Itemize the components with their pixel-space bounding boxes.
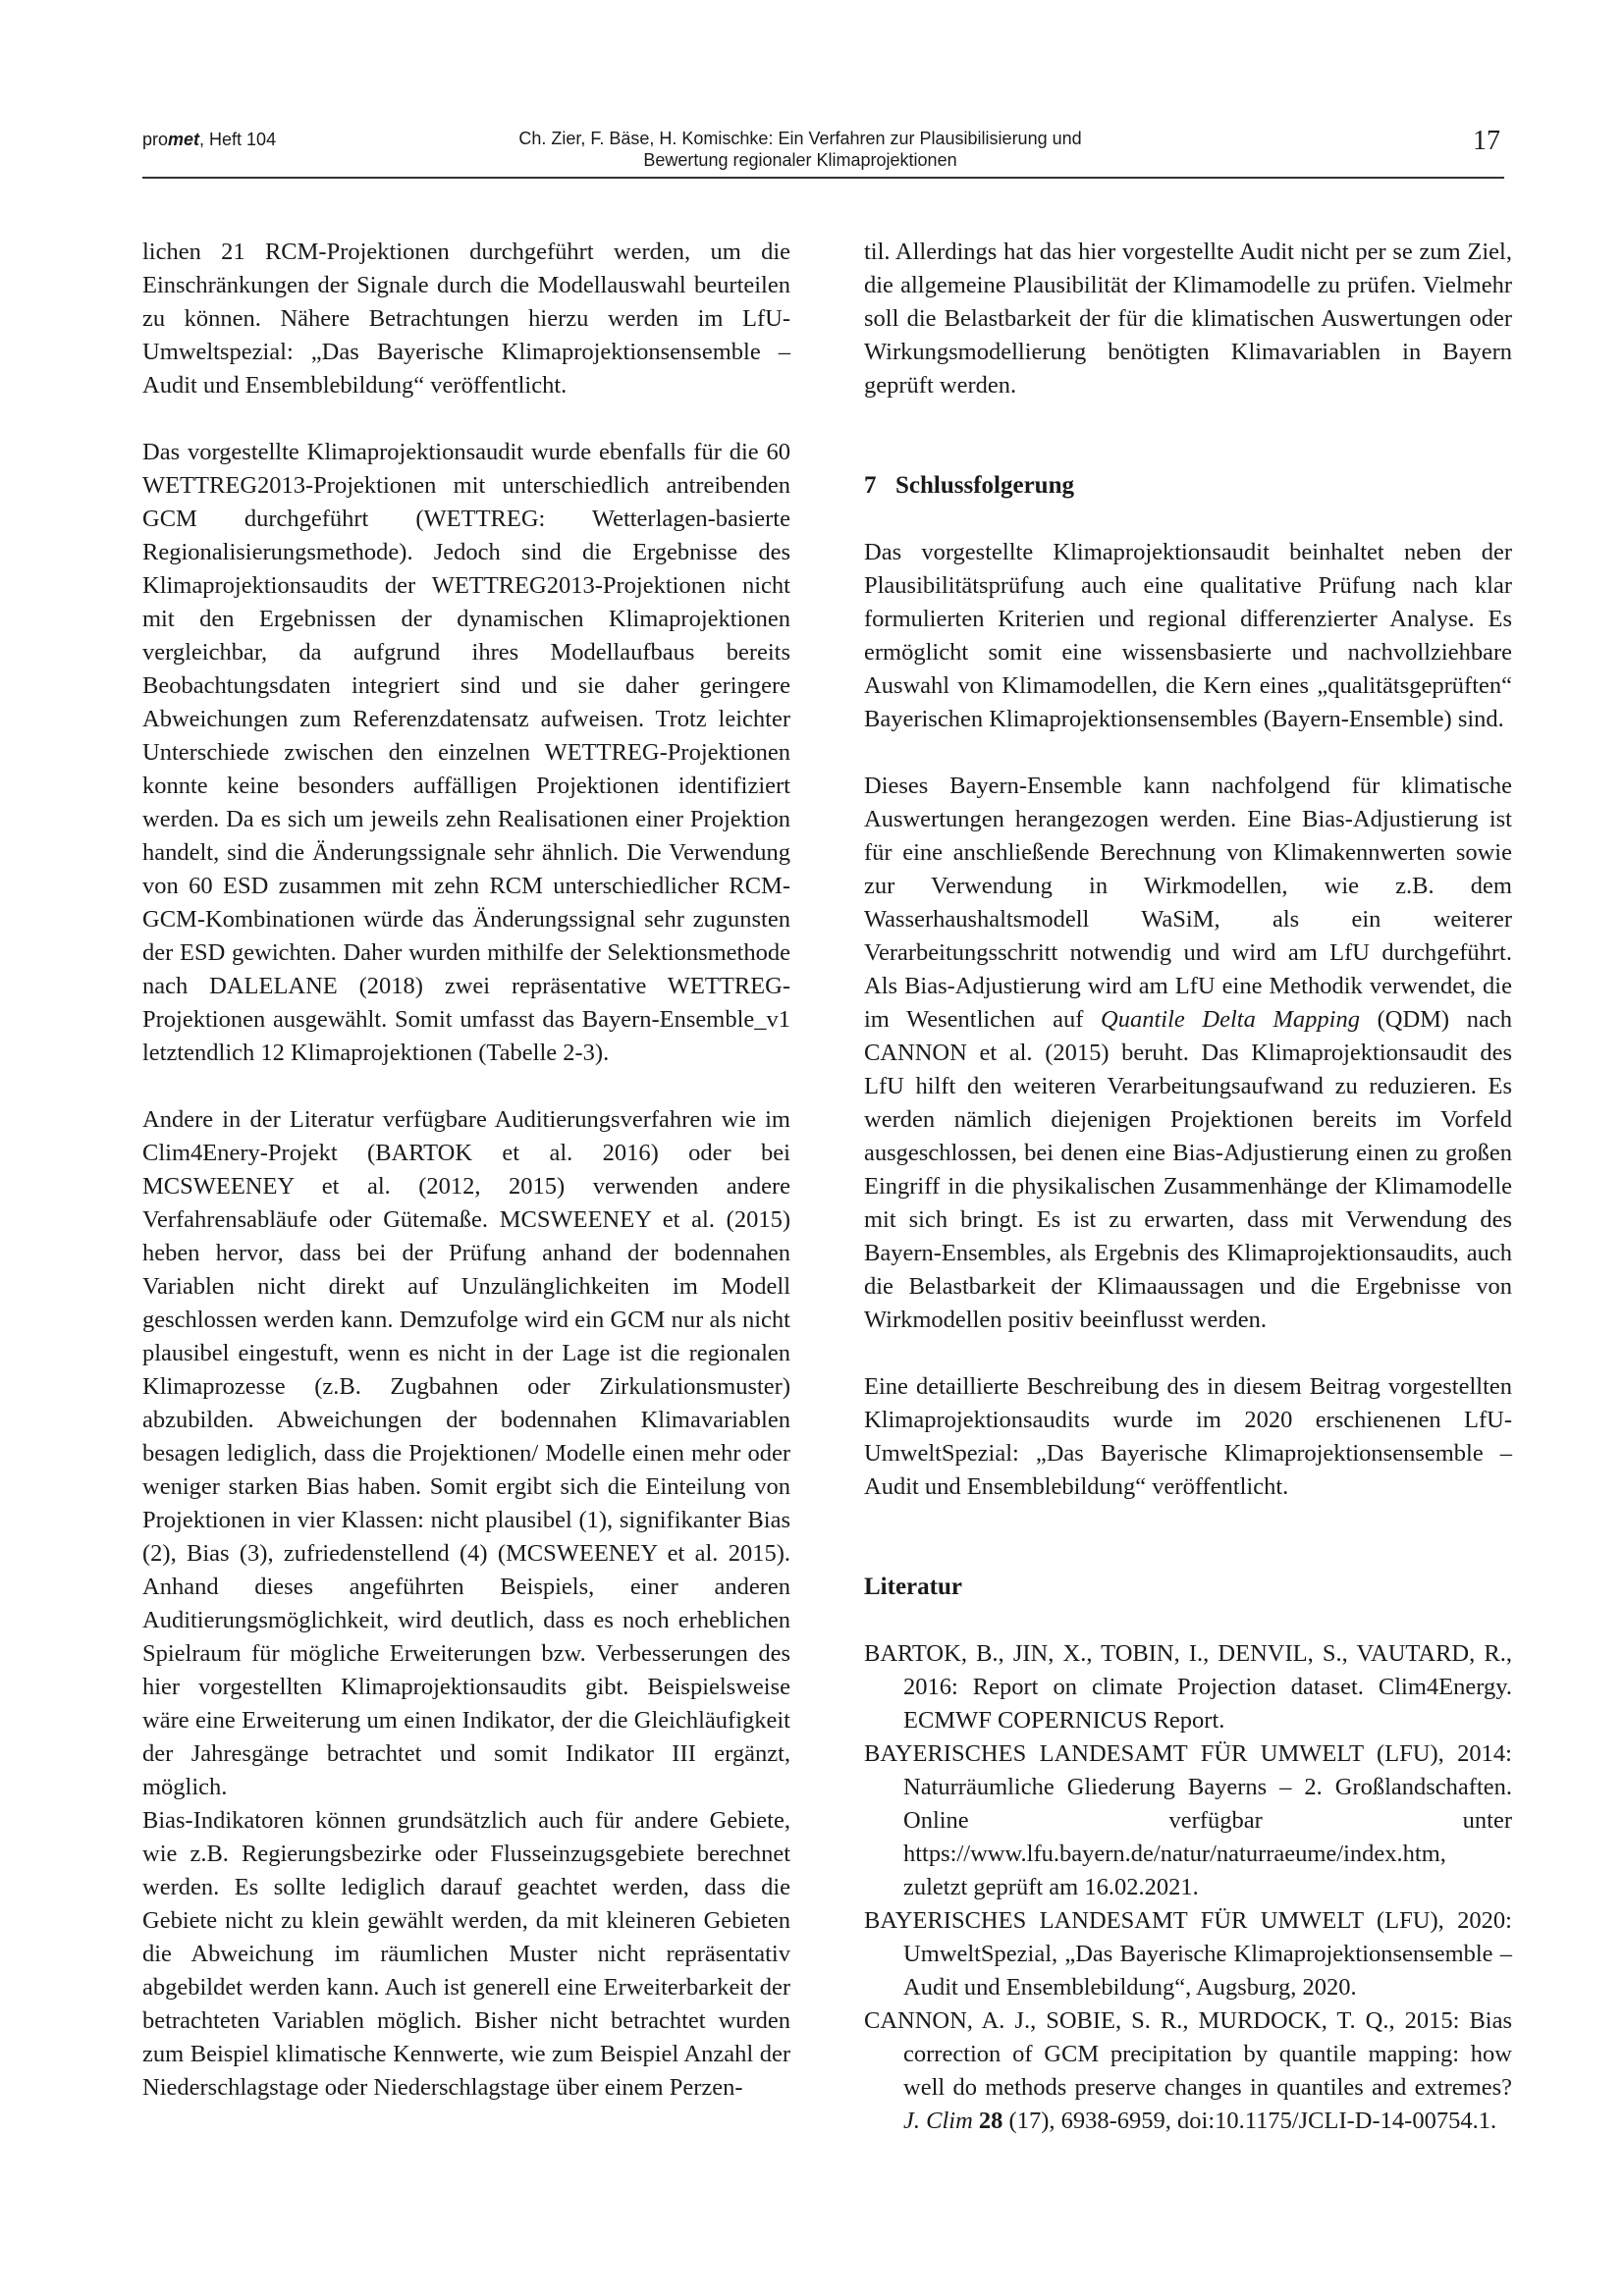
reference-list	[864, 1637, 1512, 2138]
paragraph: Das vorgestellte Klimaprojektionsaudit beinhaltet neben der Plausibilitätsprüfung auch eine qualitative Prüfung nach klar formulierten Kriterien und regional differenzierter Analyse. Es ermöglicht somit eine wissensbasierte und nachvollziehbare Auswahl von Klimamodellen, die Kern eines „qualitätsgeprüften“ Bayerischen Klimaprojektionsensembles (Bayern-Ensemble) sind.	[864, 539, 1512, 732]
journal-met: met	[168, 130, 200, 149]
paragraph: til. Allerdings hat das hier vorgestellte Audit nicht per se zum Ziel, die allgemeine Plausibilität der Klimamodelle zu prüfen. Vielmehr soll die Belastbarkeit der für die klimatischen Auswertungen oder Wirkungsmodellierung benötigten Klimavariablen in Bayern geprüft werden.	[864, 239, 1512, 399]
running-title	[417, 128, 1183, 171]
reference-item: BAYERISCHES LANDESAMT FÜR UMWELT (LFU), 2020: UmweltSpezial, „Das Bayerische Klimaprojektionsensemble – Audit und Ensemblebildung“, Augsburg, 2020.	[864, 1907, 1512, 2001]
page-header	[142, 126, 1504, 179]
running-title-line2: Bewertung regionaler Klimaprojektionen	[643, 150, 957, 170]
journal-title: J. Clim	[903, 2108, 973, 2134]
literature-heading: Literatur	[864, 1574, 962, 1600]
section-heading	[864, 469, 1512, 503]
running-title-line1: Ch. Zier, F. Bäse, H. Komischke: Ein Verfahren zur Plausibilisierung und	[518, 129, 1082, 148]
journal-pro: pro	[142, 130, 169, 149]
paragraph	[864, 770, 1512, 1337]
italic-term: Quantile Delta Mapping	[1101, 1006, 1360, 1033]
left-column	[142, 236, 790, 2138]
paragraph: lichen 21 RCM-Projektionen durchgeführt werden, um die Einschränkungen der Signale durch die Modellauswahl beurteilen zu können. Nähere Betrachtungen hierzu werden im LfU-Umweltspezial: „Das Bayerische Klimaprojektionsensemble – Audit und Ensemblebildung“ veröffentlicht.	[142, 239, 790, 399]
reference-item: BARTOK, B., JIN, X., TOBIN, I., DENVIL, S., VAUTARD, R., 2016: Report on climate Projection dataset. Clim4Energy. ECMWF COPERNICUS Report.	[864, 1640, 1512, 1734]
paragraph: Eine detaillierte Beschreibung des in diesem Beitrag vorgestellten Klimaprojektionsaudits wurde im 2020 erschienenen LfU-UmweltSpezial: „Das Bayerische Klimaprojektionsensemble – Audit und Ensemblebildung“ veröffentlicht.	[864, 1373, 1512, 1500]
page-number: 17	[1473, 126, 1500, 156]
section-number: 7	[864, 472, 877, 499]
section-title: Schlussfolgerung	[895, 472, 1074, 499]
journal-volume: 28	[978, 2108, 1003, 2134]
journal-issue: , Heft 104	[199, 130, 277, 149]
paragraph: Bias-Indikatoren können grundsätzlich auch für andere Gebiete, wie z.B. Regierungsbezirke oder Flusseinzugsgebiete berechnet werden. Es sollte lediglich darauf geachtet werden, dass die Gebiete nicht zu klein gewählt werden, da mit kleineren Gebieten die Abweichung im räumlichen Muster nicht repräsentativ abgebildet werden kann. Auch ist generell eine Erweiterbarkeit der betrachteten Variablen möglich. Bisher nicht betrachtet wurden zum Beispiel klimatische Kennwerte, wie zum Beispiel Anzahl der Niederschlagstage oder Niederschlagstage über einem Perzen-	[142, 1807, 790, 2101]
reference-item: BAYERISCHES LANDESAMT FÜR UMWELT (LFU), 2014: Naturräumliche Gliederung Bayerns – 2. Großlandschaften. Online verfügbar unter https://www.lfu.bayern.de/natur/naturraeume/index.htm, zuletzt geprüft am 16.02.2021.	[864, 1740, 1512, 1900]
right-column	[864, 236, 1512, 2138]
paragraph: Andere in der Literatur verfügbare Auditierungsverfahren wie im Clim4Enery-Projekt (BARTOK et al. 2016) oder bei MCSWEENEY et al. (2012, 2015) verwenden andere Verfahrensabläufe oder Gütemaße. MCSWEENEY et al. (2015) heben hervor, dass bei der Prüfung anhand der bodennahen Variablen nicht direkt auf Unzulänglichkeiten im Modell geschlossen werden kann. Demzufolge wird ein GCM nur als nicht plausibel eingestuft, wenn es nicht in der Lage ist die regionalen Klimaprozesse (z.B. Zugbahnen oder Zirkulationsmuster) abzubilden. Abweichungen der bodennahen Klimavariablen besagen lediglich, dass die Projektionen/ Modelle einen mehr oder weniger starken Bias haben. Somit ergibt sich die Einteilung von Projektionen in vier Klassen: nicht plausibel (1), signifikanter Bias (2), Bias (3), zufriedenstellend (4) (MCSWEENEY et al. 2015). Anhand dieses angeführten Beispiels, einer anderen Auditierungsmöglichkeit, wird deutlich, dass es noch erheblichen Spielraum für mögliche Erweiterungen bzw. Verbesserungen des hier vorgestellten Klimaprojektionsaudits gibt. Beispielsweise wäre eine Erweiterung um einen Indikator, der die Gleichläufigkeit der Jahresgänge betrachtet und somit Indikator III ergänzt, möglich.	[142, 1106, 790, 1800]
text-run: Dieses Bayern-Ensemble kann nachfolgend für klimatische Auswertungen herangezogen werden. Eine Bias-Adjustierung ist für eine anschließende Berechnung von Klimakennwerten sowie zur Verwendung in Wirkmodellen, wie z.B. dem Wasserhaushaltsmodell WaSiM, als ein weiterer Verarbeitungsschritt notwendig und wird am LfU durchgeführt. Als Bias-Adjustierung wird am LfU eine Methodik verwendet, die im Wesentlichen auf	[864, 773, 1512, 1033]
text-run: (QDM) nach CANNON et al. (2015) beruht. Das Klimaprojektionsaudit des LfU hilft den weiteren Verarbeitungsaufwand zu reduzieren. Es werden nämlich diejenigen Projektionen bereits im Vorfeld ausgeschlossen, bei denen eine Bias-Adjustierung einen zu großen Eingriff in die physikalischen Zusammenhänge der Klimamodelle mit sich bringt. Es ist zu erwarten, dass mit Verwendung des Bayern-Ensembles, als Ergebnis des Klimaprojektionsaudits, auch die Belastbarkeit der Klimaaussagen und die Ergebnisse von Wirkmodellen positiv beeinflusst werden.	[864, 1006, 1512, 1333]
reference-item	[864, 2004, 1512, 2138]
journal-name	[142, 130, 276, 150]
paragraph: Das vorgestellte Klimaprojektionsaudit wurde ebenfalls für die 60 WETTREG2013-Projektionen mit unterschiedlich antreibenden GCM durchgeführt (WETTREG: Wetterlagen-basierte Regionalisierungsmethode). Jedoch sind die Ergebnisse des Klimaprojektionsaudits der WETTREG2013-Projektionen nicht mit den Ergebnissen der dynamischen Klimaprojektionen vergleichbar, da aufgrund ihres Modellaufbaus bereits Beobachtungsdaten integriert sind und sie daher geringere Abweichungen zum Referenzdatensatz aufweisen. Trotz leichter Unterschiede zwischen den einzelnen WETTREG-Projektionen konnte keine besonders auffälligen Projektionen identifiziert werden. Da es sich um jeweils zehn Realisationen einer Projektion handelt, sind die Änderungssignale sehr ähnlich. Die Verwendung von 60 ESD zusammen mit zehn RCM unterschiedlicher RCM-GCM-Kombinationen würde das Änderungssignal sehr zugunsten der ESD gewichten. Daher wurden mithilfe der Selektionsmethode nach DALELANE (2018) zwei repräsentative WETTREG-Projektionen ausgewählt. Somit umfasst das Bayern-Ensemble_v1 letztendlich 12 Klimaprojektionen (Tabelle 2-3).	[142, 439, 790, 1066]
text-run: CANNON, A. J., SOBIE, S. R., MURDOCK, T. Q., 2015: Bias correction of GCM precipitation by quantile mapping: how well do methods preserve changes in quantiles and extremes?	[864, 2007, 1512, 2101]
text-run: (17), 6938-6959, doi:10.1175/JCLI-D-14-00754.1.	[1002, 2108, 1497, 2134]
